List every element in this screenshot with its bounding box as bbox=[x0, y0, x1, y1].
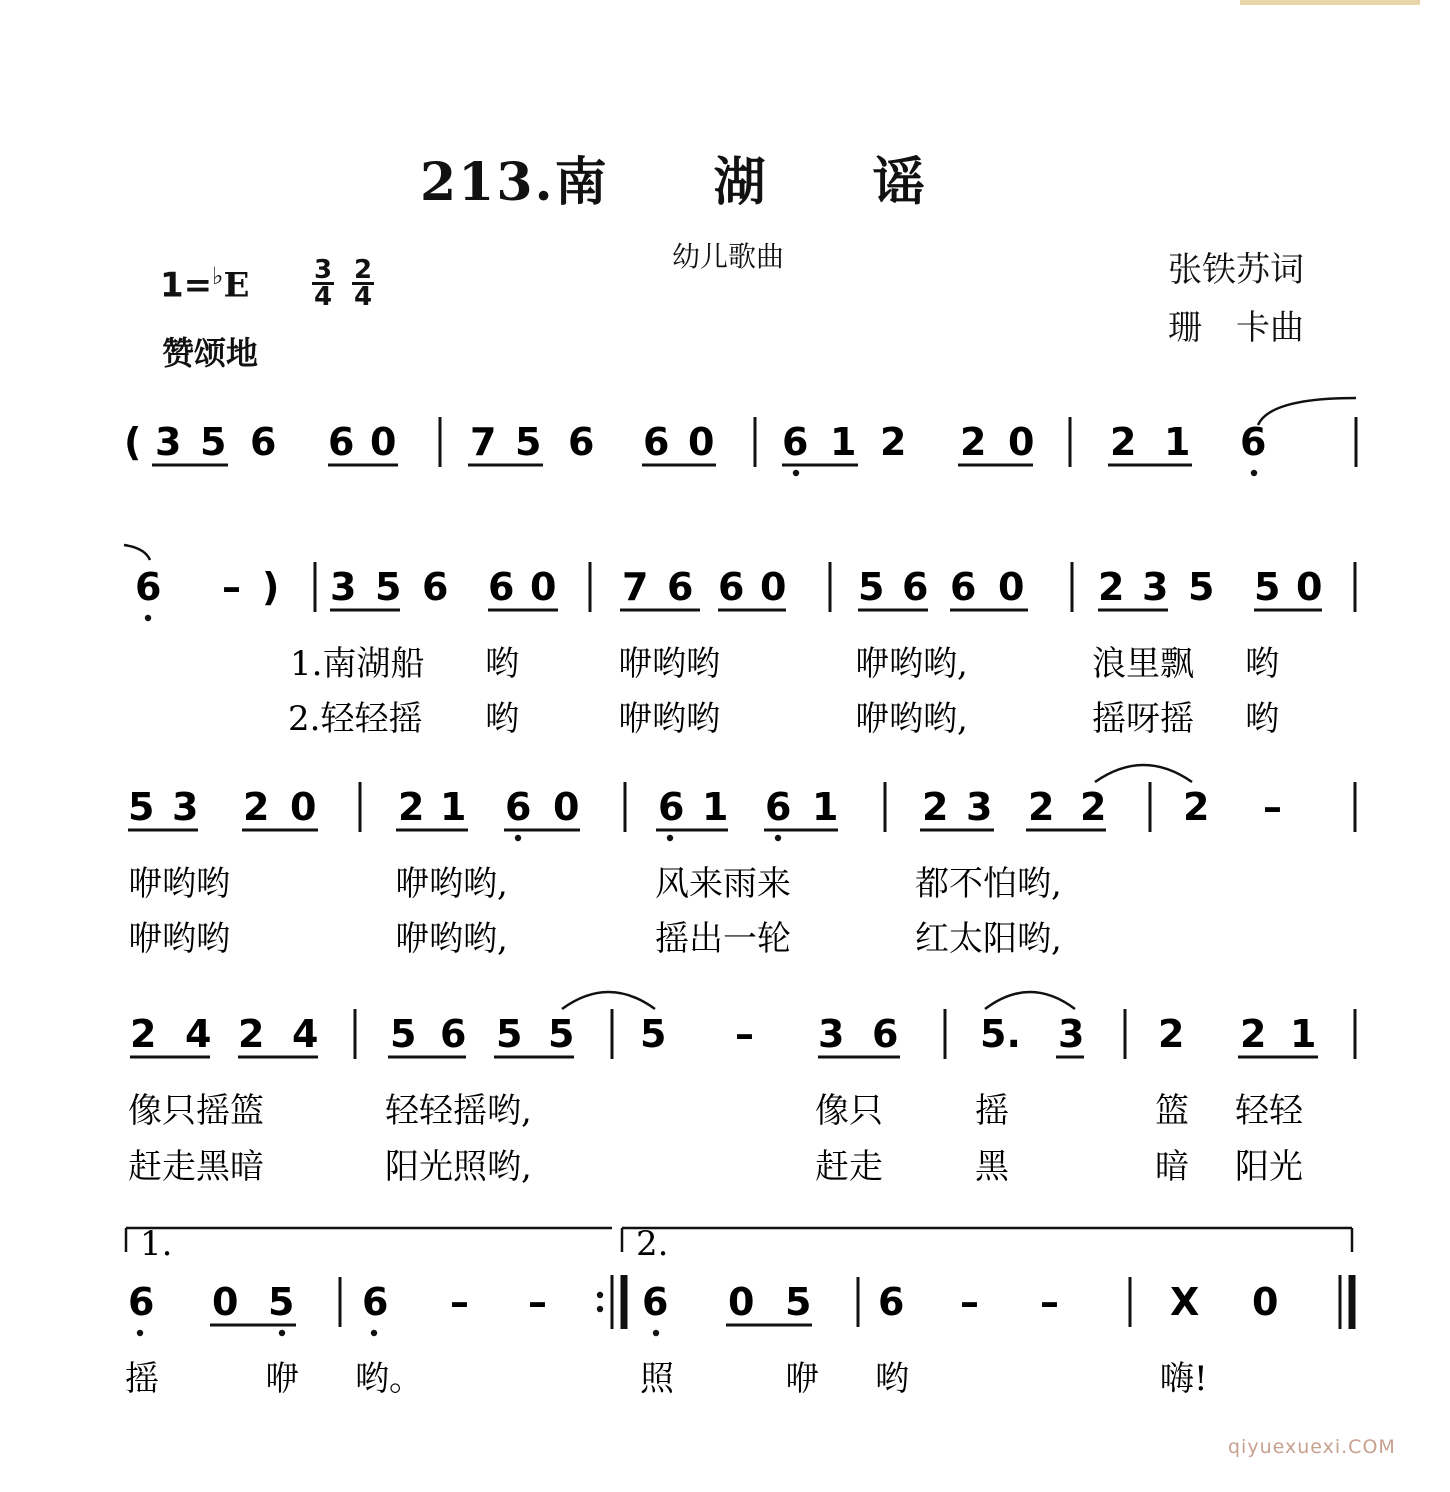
note: 3 bbox=[330, 565, 357, 609]
note: 6 bbox=[1240, 420, 1267, 464]
lyric-line5: 照 bbox=[640, 1359, 674, 1399]
lyric-verse1: 哟 bbox=[485, 644, 519, 684]
repeat-dot bbox=[597, 1306, 603, 1312]
note: 6 bbox=[422, 565, 449, 609]
note: 5 bbox=[375, 565, 402, 609]
note: 2 bbox=[238, 1012, 265, 1056]
octave-dot-low bbox=[775, 835, 781, 841]
note: 6 bbox=[950, 565, 977, 609]
tie-5-5 bbox=[562, 992, 655, 1009]
note: 3 bbox=[172, 785, 199, 829]
note: 2 bbox=[960, 420, 987, 464]
note: 6 bbox=[250, 420, 277, 464]
lyric-verse1: 摇 bbox=[975, 1091, 1009, 1131]
note: 5 bbox=[496, 1012, 523, 1056]
lyric-verse2: 2.轻轻摇 bbox=[288, 699, 423, 739]
composer-credit: 珊 卡曲 bbox=[1168, 308, 1304, 348]
lyric-verse2: 暗 bbox=[1155, 1147, 1189, 1187]
note: 1 bbox=[812, 785, 839, 829]
volta-label-1: 1. bbox=[140, 1224, 173, 1264]
lyric-verse2: 咿哟哟 bbox=[128, 919, 230, 959]
note: 2 bbox=[1240, 1012, 1267, 1056]
lyric-verse1: 篮 bbox=[1155, 1091, 1189, 1131]
repeat-dot bbox=[597, 1292, 603, 1298]
note: – bbox=[1040, 1280, 1059, 1324]
lyric-verse2: 赶走 bbox=[815, 1147, 883, 1187]
lyricist-credit: 张铁苏词 bbox=[1168, 250, 1304, 290]
lyric-verse1: 1.南湖船 bbox=[290, 644, 425, 684]
note: 1 bbox=[702, 785, 729, 829]
note: 0 bbox=[370, 420, 397, 464]
lyric-verse2: 阳光照哟, bbox=[385, 1147, 532, 1187]
note: 2 bbox=[1080, 785, 1107, 829]
lyric-verse2: 咿哟哟, bbox=[855, 699, 968, 739]
octave-dot-low bbox=[793, 470, 799, 476]
note: 5 bbox=[390, 1012, 417, 1056]
watermark: qiyuexuexi.COM bbox=[1228, 1436, 1396, 1458]
note: 3 bbox=[1058, 1012, 1085, 1056]
note: 5 bbox=[1188, 565, 1215, 609]
title-char-1: 南 bbox=[554, 152, 609, 213]
note: 4 bbox=[185, 1012, 212, 1056]
note: 5 bbox=[1254, 565, 1281, 609]
lyric-verse1: 哟 bbox=[1245, 644, 1279, 684]
title-char-3: 谣 bbox=[872, 152, 927, 213]
note: 1 bbox=[830, 420, 857, 464]
note: 0 bbox=[553, 785, 580, 829]
note: 3 bbox=[966, 785, 993, 829]
lyric-verse1: 浪里飘 bbox=[1092, 644, 1194, 684]
note: 5 bbox=[515, 420, 542, 464]
lyric-verse1: 像只 bbox=[815, 1091, 883, 1131]
tie-2-2 bbox=[1095, 765, 1192, 782]
note: 5 bbox=[858, 565, 885, 609]
octave-dot-low bbox=[145, 615, 151, 621]
note: 6 bbox=[440, 1012, 467, 1056]
note: 7 bbox=[622, 565, 649, 609]
note: ) bbox=[262, 565, 280, 609]
note: 2 bbox=[880, 420, 907, 464]
note: 5 bbox=[200, 420, 227, 464]
note: 3 bbox=[818, 1012, 845, 1056]
lyric-verse2: 哟 bbox=[1245, 699, 1279, 739]
lyric-line5: 嗨! bbox=[1160, 1359, 1208, 1399]
note: 6 bbox=[505, 785, 532, 829]
note: 0 bbox=[1252, 1280, 1279, 1324]
octave-dot-low bbox=[1251, 470, 1257, 476]
note: 4 bbox=[292, 1012, 319, 1056]
meter-numerator-3: 3 bbox=[313, 255, 333, 285]
note: 6 bbox=[568, 420, 595, 464]
meter-denominator-4: 4 bbox=[313, 282, 333, 312]
note: 6 bbox=[128, 1280, 155, 1324]
note: 2 bbox=[922, 785, 949, 829]
lyric-verse2: 摇出一轮 bbox=[655, 919, 791, 959]
note: 0 bbox=[1008, 420, 1035, 464]
song-number: 213. bbox=[420, 152, 555, 213]
note: 1 bbox=[440, 785, 467, 829]
note: – bbox=[528, 1280, 547, 1324]
note: 6 bbox=[362, 1280, 389, 1324]
lyric-verse1: 咿哟哟, bbox=[395, 864, 508, 904]
lyric-verse1: 咿哟哟 bbox=[128, 864, 230, 904]
lyric-verse1: 像只摇篮 bbox=[128, 1091, 264, 1131]
lyric-verse2: 咿哟哟, bbox=[395, 919, 508, 959]
note: X bbox=[1170, 1280, 1200, 1324]
note: 1 bbox=[1290, 1012, 1317, 1056]
note: 2 bbox=[243, 785, 270, 829]
note: – bbox=[1263, 785, 1282, 829]
lyric-verse2: 红太阳哟, bbox=[915, 919, 1062, 959]
lyric-verse1: 咿哟哟 bbox=[618, 644, 720, 684]
note: 3 bbox=[155, 420, 182, 464]
note: – bbox=[222, 565, 241, 609]
octave-dot-low bbox=[667, 835, 673, 841]
lyric-verse2: 哟 bbox=[485, 699, 519, 739]
lyric-verse1: 都不怕哟, bbox=[915, 864, 1062, 904]
title-char-2: 湖 bbox=[713, 152, 768, 213]
lyric-verse1: 咿哟哟, bbox=[855, 644, 968, 684]
note: – bbox=[735, 1012, 754, 1056]
lyric-verse2: 摇呀摇 bbox=[1092, 699, 1194, 739]
note: 5. bbox=[980, 1012, 1021, 1056]
note: 6 bbox=[642, 1280, 669, 1324]
lyric-verse1: 风来雨来 bbox=[655, 864, 791, 904]
note: 2 bbox=[1183, 785, 1210, 829]
tie-start bbox=[1258, 398, 1356, 425]
note: 0 bbox=[688, 420, 715, 464]
note: 6 bbox=[667, 565, 694, 609]
octave-dot-low bbox=[137, 1330, 143, 1336]
note: – bbox=[450, 1280, 469, 1324]
note: 1 bbox=[1164, 420, 1191, 464]
note: 2 bbox=[130, 1012, 157, 1056]
note: 6 bbox=[488, 565, 515, 609]
volta-label-2: 2. bbox=[636, 1224, 669, 1264]
note: 6 bbox=[878, 1280, 905, 1324]
flat-sign: ♭ bbox=[212, 262, 224, 290]
note: 0 bbox=[728, 1280, 755, 1324]
lyric-line5: 哟。 bbox=[355, 1359, 423, 1399]
octave-dot-low bbox=[279, 1330, 285, 1336]
note: 6 bbox=[658, 785, 685, 829]
note: – bbox=[960, 1280, 979, 1324]
note: 6 bbox=[328, 420, 355, 464]
note: 6 bbox=[765, 785, 792, 829]
note: 5 bbox=[548, 1012, 575, 1056]
lyric-line5: 摇 bbox=[125, 1359, 159, 1399]
note: 0 bbox=[1296, 565, 1323, 609]
note: 0 bbox=[998, 565, 1025, 609]
note: 2 bbox=[398, 785, 425, 829]
meter-denominator-4b: 4 bbox=[353, 282, 373, 312]
note: 6 bbox=[782, 420, 809, 464]
intro-paren-open: ( bbox=[124, 420, 142, 464]
note: 6 bbox=[872, 1012, 899, 1056]
note: 6 bbox=[135, 565, 162, 609]
note: 2 bbox=[1158, 1012, 1185, 1056]
lyric-line5: 咿 bbox=[265, 1359, 299, 1399]
note: 0 bbox=[212, 1280, 239, 1324]
slur-5-3 bbox=[985, 992, 1075, 1009]
lyric-verse2: 黑 bbox=[975, 1147, 1009, 1187]
note: 3 bbox=[1142, 565, 1169, 609]
octave-dot-low bbox=[515, 835, 521, 841]
key-prefix: 1= bbox=[160, 265, 213, 306]
note: 0 bbox=[530, 565, 557, 609]
lyric-verse1: 轻轻 bbox=[1235, 1091, 1303, 1131]
lyric-verse1: 轻轻摇哟, bbox=[385, 1091, 532, 1131]
note: 0 bbox=[290, 785, 317, 829]
note: 2 bbox=[1110, 420, 1137, 464]
tempo-marking: 赞颂地 bbox=[162, 334, 259, 372]
song-subtitle: 幼儿歌曲 bbox=[672, 240, 785, 273]
lyric-verse2: 阳光 bbox=[1235, 1147, 1303, 1187]
note: 6 bbox=[718, 565, 745, 609]
note: 0 bbox=[760, 565, 787, 609]
note: 5 bbox=[128, 785, 155, 829]
note: 2 bbox=[1098, 565, 1125, 609]
octave-dot-low bbox=[371, 1330, 377, 1336]
note: 5 bbox=[640, 1012, 667, 1056]
note: 2 bbox=[1028, 785, 1055, 829]
lyric-line5: 咿 bbox=[785, 1359, 819, 1399]
note: 5 bbox=[268, 1280, 295, 1324]
note: 5 bbox=[785, 1280, 812, 1324]
tie-end bbox=[124, 545, 150, 560]
note: 6 bbox=[902, 565, 929, 609]
lyric-line5: 哟 bbox=[875, 1359, 909, 1399]
note: 7 bbox=[470, 420, 497, 464]
meter-numerator-2: 2 bbox=[353, 255, 373, 285]
note: 6 bbox=[643, 420, 670, 464]
lyric-verse2: 咿哟哟 bbox=[618, 699, 720, 739]
lyric-verse2: 赶走黑暗 bbox=[128, 1147, 264, 1187]
octave-dot-low bbox=[653, 1330, 659, 1336]
key-letter: E bbox=[223, 265, 250, 306]
